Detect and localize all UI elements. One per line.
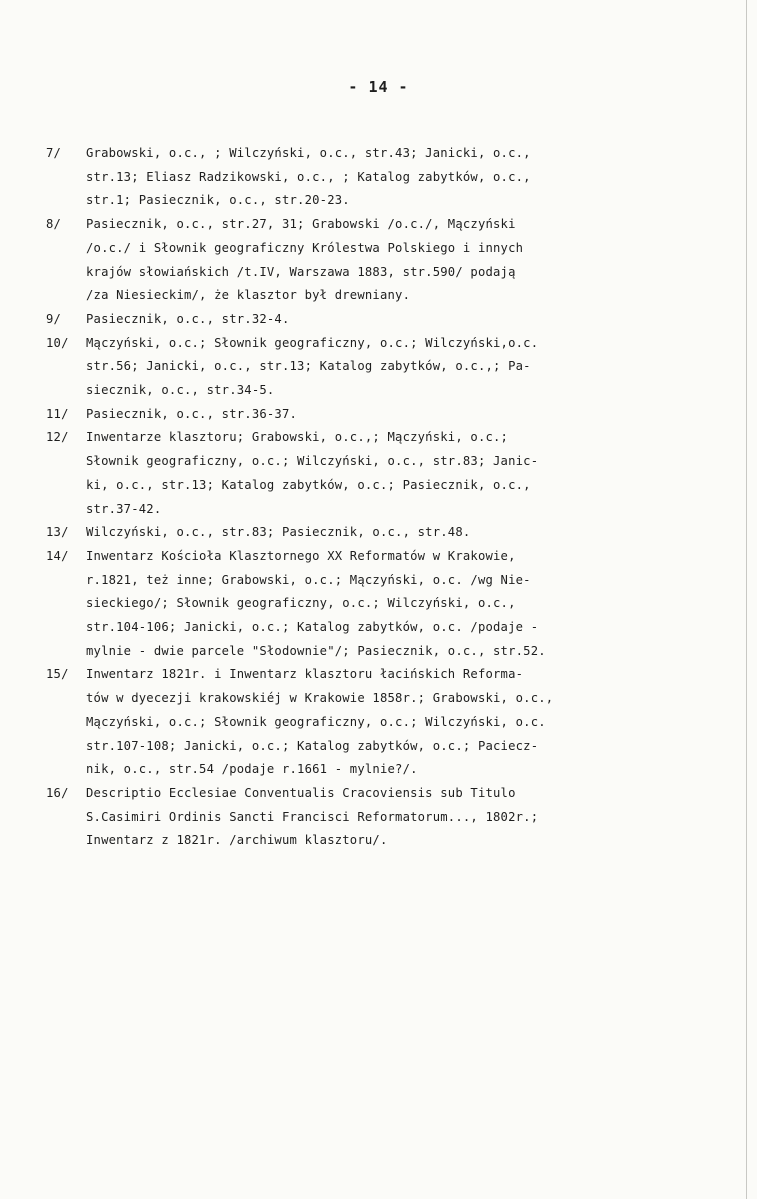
footnote-line: Inwentarze klasztoru; Grabowski, o.c.,; Mączyński, o.c.; [86,430,509,445]
footnote [46,308,716,332]
footnote [46,403,716,427]
footnote-line: str.13; Eliasz Radzikowski, o.c., ; Katalog zabytków, o.c., [86,169,531,184]
footnote [46,142,716,213]
footnote [46,332,716,403]
footnote-line: Mączyński, o.c.; Słownik geograficzny, o.c.; Wilczyński,o.c. [86,335,539,350]
footnote [46,426,716,521]
footnote-line: Descriptio Ecclesiae Conventualis Cracoviensis sub Titulo [86,785,516,800]
footnote-line: mylnie - dwie parcele "Słodownie"/; Pasiecznik, o.c., str.52. [86,643,546,658]
footnotes-list [46,142,716,853]
footnote-line: Wilczyński, o.c., str.83; Pasiecznik, o.c., str.48. [86,525,471,540]
footnote-line: tów w dyecezji krakowskiéj w Krakowie 1858r.; Grabowski, o.c., [86,691,554,706]
footnote-line: ki, o.c., str.13; Katalog zabytków, o.c.; Pasiecznik, o.c., [86,477,531,492]
footnote [46,782,716,853]
footnote-number: 8/ [46,217,62,232]
footnote-number: 9/ [46,311,62,326]
footnote-line: Inwentarz Kościoła Klasztornego XX Reformatów w Krakowie, [86,548,516,563]
footnote [46,545,716,664]
footnote-line: Pasiecznik, o.c., str.36-37. [86,406,298,421]
page-number: - 14 - [348,78,409,96]
footnote-number: 7/ [46,146,62,160]
footnote-line: Grabowski, o.c., ; Wilczyński, o.c., str.43; Janicki, o.c., [86,146,531,160]
footnote-line: /za Niesieckim/, że klasztor był drewniany. [86,288,411,303]
footnote [46,663,716,782]
footnote-line: str.37-42. [86,501,162,516]
footnote [46,213,716,308]
footnote-line: Mączyński, o.c.; Słownik geograficzny, o.c.; Wilczyński, o.c. [86,714,546,729]
footnote-line: r.1821, też inne; Grabowski, o.c.; Mączyński, o.c. /wg Nie- [86,572,531,587]
footnote-line: siecznik, o.c., str.34-5. [86,383,275,398]
footnote-line: str.56; Janicki, o.c., str.13; Katalog zabytków, o.c.,; Pa- [86,359,531,374]
page-edge-line [746,0,747,1199]
footnote [46,521,716,545]
footnote-line: krajów słowiańskich /t.IV, Warszawa 1883, str.590/ podają [86,264,516,279]
footnote-line: str.104-106; Janicki, o.c.; Katalog zabytków, o.c. /podaje - [86,620,539,635]
footnote-line: /o.c./ i Słownik geograficzny Królestwa Polskiego i innych [86,240,524,255]
footnote-number: 10/ [46,335,69,350]
footnote-number: 16/ [46,785,69,800]
footnote-number: 12/ [46,430,69,445]
footnote-line: Inwentarz 1821r. i Inwentarz klasztoru łacińskich Reforma- [86,667,524,682]
footnote-line: sieckiego/; Słownik geograficzny, o.c.; Wilczyński, o.c., [86,596,516,611]
footnote-line: Pasiecznik, o.c., str.27, 31; Grabowski /o.c./, Mączyński [86,217,516,232]
footnote-line: Inwentarz z 1821r. /archiwum klasztoru/. [86,833,388,848]
footnote-number: 11/ [46,406,69,421]
footnote-line: Słownik geograficzny, o.c.; Wilczyński, o.c., str.83; Janic- [86,454,539,469]
footnote-number: 15/ [46,667,69,682]
footnote-line: str.107-108; Janicki, o.c.; Katalog zabytków, o.c.; Paciecz- [86,738,539,753]
footnote-number: 14/ [46,548,69,563]
footnote-line: Pasiecznik, o.c., str.32-4. [86,311,290,326]
footnote-number: 13/ [46,525,69,540]
footnote-line: nik, o.c., str.54 /podaje r.1661 - mylnie?/. [86,762,418,777]
footnote-line: S.Casimiri Ordinis Sancti Francisci Reformatorum..., 1802r.; [86,809,539,824]
footnote-line: str.1; Pasiecznik, o.c., str.20-23. [86,193,350,208]
